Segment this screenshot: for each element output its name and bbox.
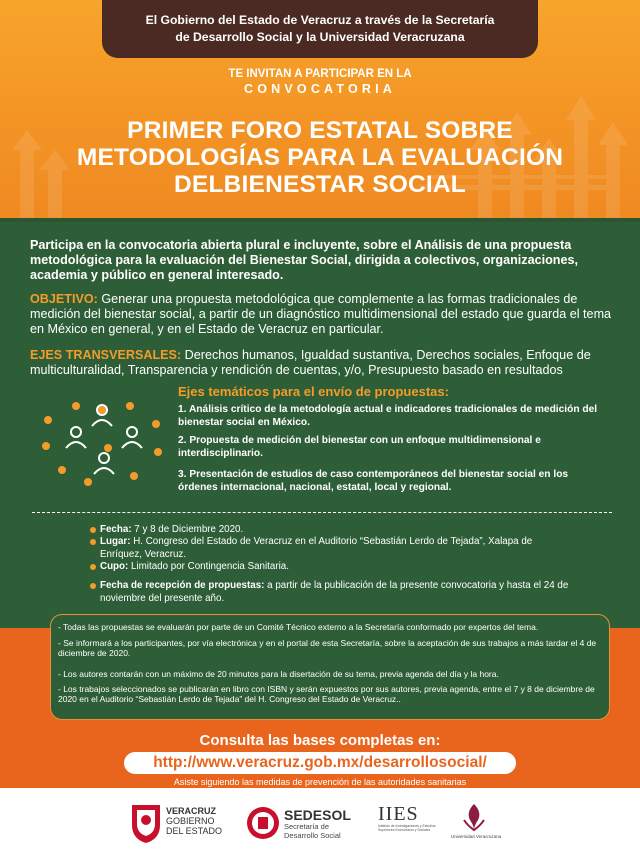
fecha-value: 7 y 8 de Diciembre 2020.: [131, 524, 244, 535]
sedesol-sub-1: Secretaría de: [284, 822, 330, 831]
veracruz-text-3: DEL ESTADO: [166, 826, 223, 836]
cupo-label: Cupo:: [100, 561, 129, 572]
asiste-note: Asiste siguiendo las medidas de prevención de las autoridades sanitarias: [173, 777, 467, 787]
eje-item-2: 2. Propuesta de medición del bienestar con un enfoque multidimensional e interdisciplinario.: [178, 435, 541, 459]
title-line-2: METODOLOGÍAS PARA LA EVALUACIÓN: [76, 144, 564, 171]
invite-text: TE INVITAN A PARTICIPAR EN LA: [228, 68, 412, 80]
iies-text: IIES: [378, 803, 419, 825]
objetivo-label: OBJETIVO:: [30, 292, 98, 306]
ejes-tematicos-title: Ejes temáticos para el envío de propuestas:: [178, 384, 449, 399]
dashed-divider: [32, 512, 612, 513]
convocatoria-label: CONVOCATORIA: [243, 82, 397, 96]
title-line-1: PRIMER FORO ESTATAL SOBRE: [127, 117, 513, 144]
note-2: - Se informará a los participantes, por vía electrónica y en el portal de esta Secretaría, sobre la aceptación de sus trabajos a más tardar el 4 de diciembre de 2020.: [58, 638, 597, 659]
note-3: - Los autores contarán con un máximo de 20 minutos para la disertación de su tema, previa agenda del día y la hora.: [58, 669, 499, 679]
bases-url-link[interactable]: http://www.veracruz.gob.mx/desarrollosocial/: [124, 752, 516, 774]
eje-item-3: 3. Presentación de estudios de caso contemporáneos del bienestar social en los órdenes internacional, nacional, estatal, local y regional.: [178, 469, 569, 493]
sedesol-logo-text: [284, 808, 351, 840]
header-line-2: de Desarrollo Social y la Universidad Veracruzana: [175, 30, 465, 44]
header-line-1: El Gobierno del Estado de Veracruz a través de la Secretaría: [145, 13, 495, 27]
veracruz-logo-text: [166, 806, 222, 836]
iies-logo: [378, 804, 442, 832]
page-title: [0, 117, 640, 198]
veracruz-text-2: GOBIERNO: [166, 816, 215, 826]
lugar-label: Lugar:: [100, 536, 131, 547]
objetivo-paragraph: [30, 292, 615, 337]
ejes-label: EJES TRANSVERSALES:: [30, 348, 182, 362]
detail-lugar: [100, 536, 570, 561]
sedesol-text: SEDESOL: [284, 807, 351, 823]
sedesol-sub-2: Desarrollo Social: [284, 830, 341, 840]
eje-item-1: 1. Análisis crítico de la metodología actual e indicadores tradicionales de medición del bienestar social en México.: [178, 404, 598, 428]
header-box: [102, 0, 538, 58]
note-4: - Los trabajos seleccionados se publicarán en libro con ISBN y serán expuestos por sus autores, previa agenda, entre el 7 y 8 de diciembre de 2020 en el Auditorio “Sebastián Lerdo de Tejada” del H. Congreso del Estado de Veracruz..: [58, 684, 595, 705]
veracruz-shield-icon: [128, 801, 164, 845]
recepcion-value: a partir de la publicación de la presente convocatoria y hasta el 24 de noviembre del presente año.: [100, 580, 569, 604]
uv-flame-icon: [460, 802, 488, 832]
objetivo-text: Generar una propuesta metodológica que complemente a las formas tradicionales de medición del bienestar social, a partir de un diagnóstico multidimensional del estado que guarda el tema en México en general, y en el Estado de Veracruz en particular.: [30, 292, 612, 336]
iies-sub: Instituto de Investigaciones y Estudios Superiores Económicos y Sociales: [378, 824, 436, 833]
sedesol-shield-icon: [246, 803, 280, 843]
uv-sub: Universidad Veracruzana: [450, 834, 502, 839]
detail-recepcion: [100, 580, 570, 605]
detail-cupo: [100, 561, 570, 574]
people-network-icon: [38, 398, 168, 488]
panel-top-strip: [0, 218, 640, 222]
lugar-value: H. Congreso del Estado de Veracruz en el Auditorio “Sebastián Lerdo de Tejada”, Xalapa de Enríquez, Veracruz.: [100, 536, 533, 560]
recepcion-label: Fecha de recepción de propuestas:: [100, 580, 265, 591]
consulta-heading: Consulta las bases completas en:: [199, 732, 441, 749]
ejes-text: Derechos humanos, Igualdad sustantiva, Derechos sociales, Enfoque de multiculturalidad, Transparencia y rendición de cuentas, y/o, Presupuesto basado en resultados: [30, 348, 591, 377]
ejes-paragraph: [30, 348, 615, 378]
veracruz-text-1: VERACRUZ: [166, 806, 217, 816]
fecha-label: Fecha:: [100, 524, 132, 535]
intro-paragraph: Participa en la convocatoria abierta plural e incluyente, sobre el Análisis de una propuesta metodológica para la evaluación del Bienestar Social, dirigida a colectivos, organizaciones, academia y público en general interesado.: [30, 238, 579, 282]
detail-fecha: [100, 524, 570, 537]
note-1: - Todas las propuestas se evaluarán por parte de un Comité Técnico externo a la Secretaría conformado por expertos del tema.: [58, 622, 539, 632]
title-line-3: DELBIENESTAR SOCIAL: [174, 171, 466, 198]
cupo-value: Limitado por Contingencia Sanitaria.: [128, 561, 289, 572]
